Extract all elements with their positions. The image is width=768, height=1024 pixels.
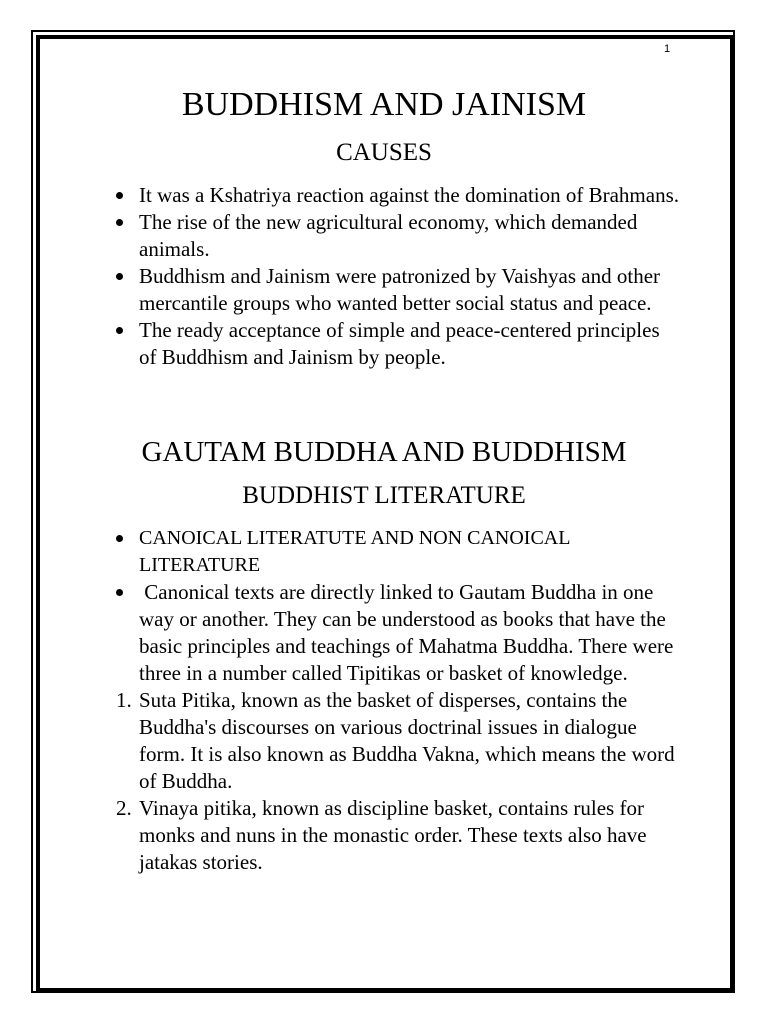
causes-heading: CAUSES bbox=[336, 139, 432, 166]
causes-list bbox=[112, 182, 682, 371]
item-number: 2. bbox=[116, 796, 132, 820]
item-number: 1. bbox=[116, 688, 132, 712]
item-text: Vinaya pitika, known as discipline basket, contains rules for monks and nuns in the monastic order. These texts also have jatakas stories. bbox=[139, 796, 647, 874]
list-item: Buddhism and Jainism were patronized by Vaishyas and other mercantile groups who wanted better social status and peace. bbox=[112, 263, 682, 317]
section-subheading: BUDDHIST LITERATURE bbox=[242, 482, 526, 509]
list-item: The rise of the new agricultural economy, which demanded animals. bbox=[112, 209, 682, 263]
list-item: It was a Kshatriya reaction against the domination of Brahmans. bbox=[112, 182, 682, 209]
document-title: BUDDHISM AND JAINISM bbox=[181, 86, 587, 123]
numbered-item bbox=[112, 795, 682, 876]
item-text: Suta Pitika, known as the basket of disperses, contains the Buddha's discourses on various doctrinal issues in dialogue form. It is also known as Buddha Vakna, which means the word of Buddha. bbox=[139, 688, 675, 793]
page-number: 1 bbox=[664, 43, 671, 55]
literature-list bbox=[112, 525, 682, 876]
section-heading: GAUTAM BUDDHA AND BUDDHISM bbox=[141, 436, 627, 468]
list-item: CANOICAL LITERATUTE AND NON CANOICAL LITERATURE bbox=[112, 525, 682, 579]
list-item: Canonical texts are directly linked to Gautam Buddha in one way or another. They can be understood as books that have the basic principles and teachings of Mahatma Buddha. There were three in a number called Tipitikas or basket of knowledge. bbox=[112, 579, 682, 687]
numbered-item bbox=[112, 687, 682, 795]
list-item: The ready acceptance of simple and peace-centered principles of Buddhism and Jainism by people. bbox=[112, 317, 682, 371]
